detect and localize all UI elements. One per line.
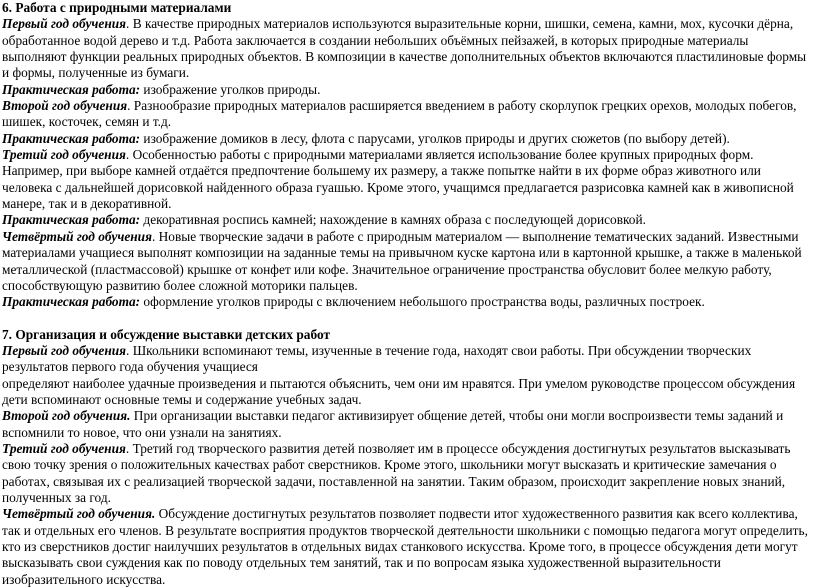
paragraph [2, 343, 814, 376]
section-spacer [2, 311, 814, 327]
paragraph-label: Третий год обучения [2, 147, 126, 163]
paragraph-text: изображение домиков в лесу, флота с парусами, уголков природы и других сюжетов (по выбору детей). [140, 130, 730, 146]
paragraph [2, 98, 814, 131]
section-title: 6. Работа с природными материалами [2, 0, 232, 15]
paragraph-text: изображение уголков природы. [140, 81, 321, 97]
paragraph-text: . Особенностью работы с природными материалами является использование более крупных природных форм. Например, при выборе камней отдаётся предпочтение большему их размеру, а также попытке найти в их форме образ животного или человека с дальнейшей дорисовкой найденного образа гуашью. Кроме этого, учащимся предлагается разрисовка камней как в живописной манере, так и в декоративной. [2, 147, 794, 212]
paragraph [2, 408, 814, 441]
paragraph [2, 147, 814, 212]
paragraph [2, 212, 814, 228]
paragraph-label: Практическая работа: [2, 294, 141, 310]
paragraph [2, 82, 814, 98]
paragraph [2, 376, 814, 409]
paragraph [2, 506, 814, 588]
paragraph-label: Второй год обучения [2, 98, 128, 114]
paragraph-label: Третий год обучения [2, 440, 126, 456]
paragraph-text: декоративная роспись камней; нахождение в камнях образа с последующей дорисовкой. [140, 212, 646, 228]
section-6 [2, 0, 814, 311]
paragraph-text: оформление уголков природы с включением небольшого пространства воды, различных построек. [140, 294, 705, 310]
section-7 [2, 327, 814, 588]
paragraph-label: Второй год обучения. [2, 408, 131, 424]
paragraph-label: Практическая работа: [2, 130, 141, 146]
section-title: 7. Организация и обсуждение выставки детских работ [2, 326, 331, 342]
paragraph-label: Практическая работа: [2, 81, 141, 97]
paragraph-text: . В качестве природных материалов используются выразительные корни, шишки, семена, камни, мох, кусочки дёрна, обработанное водой дерево и т.д. Работа заключается в создании небольших объёмных пейзажей, в которых природные материалы выполняют функции реальных природных объектов. В композиции в качестве дополнительных объектов включаются пластилиновые формы и формы, полученные из бумаги. [2, 16, 807, 81]
paragraph-text: . Школьники вспоминают темы, изученные в течение года, находят свои работы. При обсуждении творческих результатов первого года обучения учащиеся [2, 342, 752, 375]
paragraph [2, 294, 814, 310]
paragraph [2, 229, 814, 294]
paragraph-text: . Третий год творческого развития детей позволяет им в процессе обсуждения достигнутых результатов высказывать свою точку зрения о положительных качествах работ сверстников. Кроме этого, школьники могут высказать и критические замечания о работах, связывая их с реализацией творческой задачи, поставленной на занятии. Таким образом, происходит закрепление новых знаний, полученных за год. [2, 440, 791, 505]
paragraph-label: Первый год обучения [2, 16, 127, 32]
paragraph-text: При организации выставки педагог активизирует общение детей, чтобы они могли воспроизвести темы заданий и вспомнили то новое, что они узнали на занятиях. [2, 408, 784, 440]
paragraph-label: Четвёртый год обучения. [2, 506, 156, 522]
paragraph-label: Первый год обучения [2, 342, 127, 358]
paragraph [2, 16, 814, 81]
paragraph-text: . Новые творческие задачи в работе с природным материалом — выполнение тематических заданий. Известными материалами учащиеся выполнят композиции на заданные темы на привычном куске картона или в картонной крышке, а также в маленькой металлической (пластмассовой) крышке от конфет или кофе. Значительное ограничение пространства обусловит более мелкую работу, способствующую развитию более сложной моторики пальцев. [2, 228, 802, 293]
paragraph [2, 131, 814, 147]
paragraph-label: Практическая работа: [2, 212, 141, 228]
paragraph-label: Четвёртый год обучения [2, 228, 152, 244]
paragraph-text: определяют наиболее удачные произведения и пытаются объяснить, чем они им нравятся. При умелом руководстве процессом обсуждения дети вспоминают основные темы и содержание учебных задач. [2, 375, 796, 407]
paragraph-text: Обсуждение достигнутых результатов позволяет подвести итог художественного развития как всего коллектива, так и отдельных его членов. В результате восприятия продуктов творческой деятельности школьники с помощью педагога могут определить, кто из сверстников достиг наилучших результатов в отдельных видах станкового искусства. Кроме того, в процессе обсуждения дети могут высказывать свои суждения как по поводу отдельных тем занятий, так и по вопросам языка художественной выразительности изобразительного искусства. [2, 506, 808, 587]
paragraph [2, 441, 814, 506]
paragraph-text: . Разнообразие природных материалов расширяется введением в работу скорлупок грецких орехов, молодых побегов, шишек, косточек, семян и т.д. [2, 98, 797, 130]
